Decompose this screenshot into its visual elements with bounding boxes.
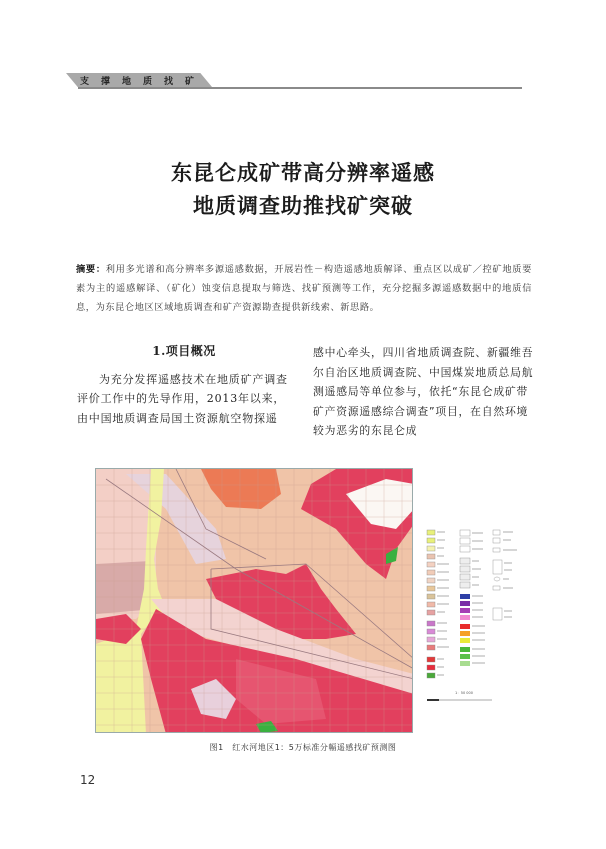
geological-map <box>95 468 413 733</box>
title-line-1: 东昆仑成矿带高分辨率遥感 <box>171 161 435 185</box>
abstract-label: 摘要： <box>76 264 106 275</box>
article-title <box>0 157 606 223</box>
header-rule <box>78 87 522 89</box>
page-number: 12 <box>80 773 96 787</box>
title-line-2: 地质调查助推找矿突破 <box>193 194 413 218</box>
figure-caption: 图1 红水河地区1：5万标准分幅遥感找矿预测图 <box>209 743 397 752</box>
body-paragraph-left: 为充分发挥遥感技术在地质矿产调查评价工作中的先导作用，2013年以来，由中国地质调查局国土资源航空物探遥 <box>77 372 288 425</box>
body-paragraph-right: 感中心牵头，四川省地质调查院、新疆维吾尔自治区地质调查院、中国煤炭地质总局航测遥感局等单位参与，依托“东昆仑成矿带矿产资源遥感综合调查”项目，在自然环境较为恶劣的东昆仑成 <box>313 346 534 437</box>
map-graphic <box>96 469 413 733</box>
figure-geological-map <box>95 468 527 736</box>
body-column-left <box>77 342 291 428</box>
section-label: 支撑地质找矿 <box>80 77 207 87</box>
body-column-right <box>313 343 535 441</box>
abstract <box>76 260 532 317</box>
svg-text:1：50 000: 1：50 000 <box>455 691 473 695</box>
section-header-band <box>66 73 536 89</box>
abstract-text: 利用多光谱和高分辨率多源遥感数据，开展岩性－构造遥感地质解译、重点区以成矿／控矿地质要素为主的遥感解译、（矿化）蚀变信息提取与筛选、找矿预测等工作，充分挖掘多源遥感数据中的地质信息，为东昆仑地区区域地质调查和矿产资源勘查提供新线索、新思路。 <box>76 264 532 313</box>
map-legend <box>417 468 527 733</box>
legend-graphic <box>417 468 527 733</box>
section-heading: 1.项目概况 <box>152 344 216 358</box>
